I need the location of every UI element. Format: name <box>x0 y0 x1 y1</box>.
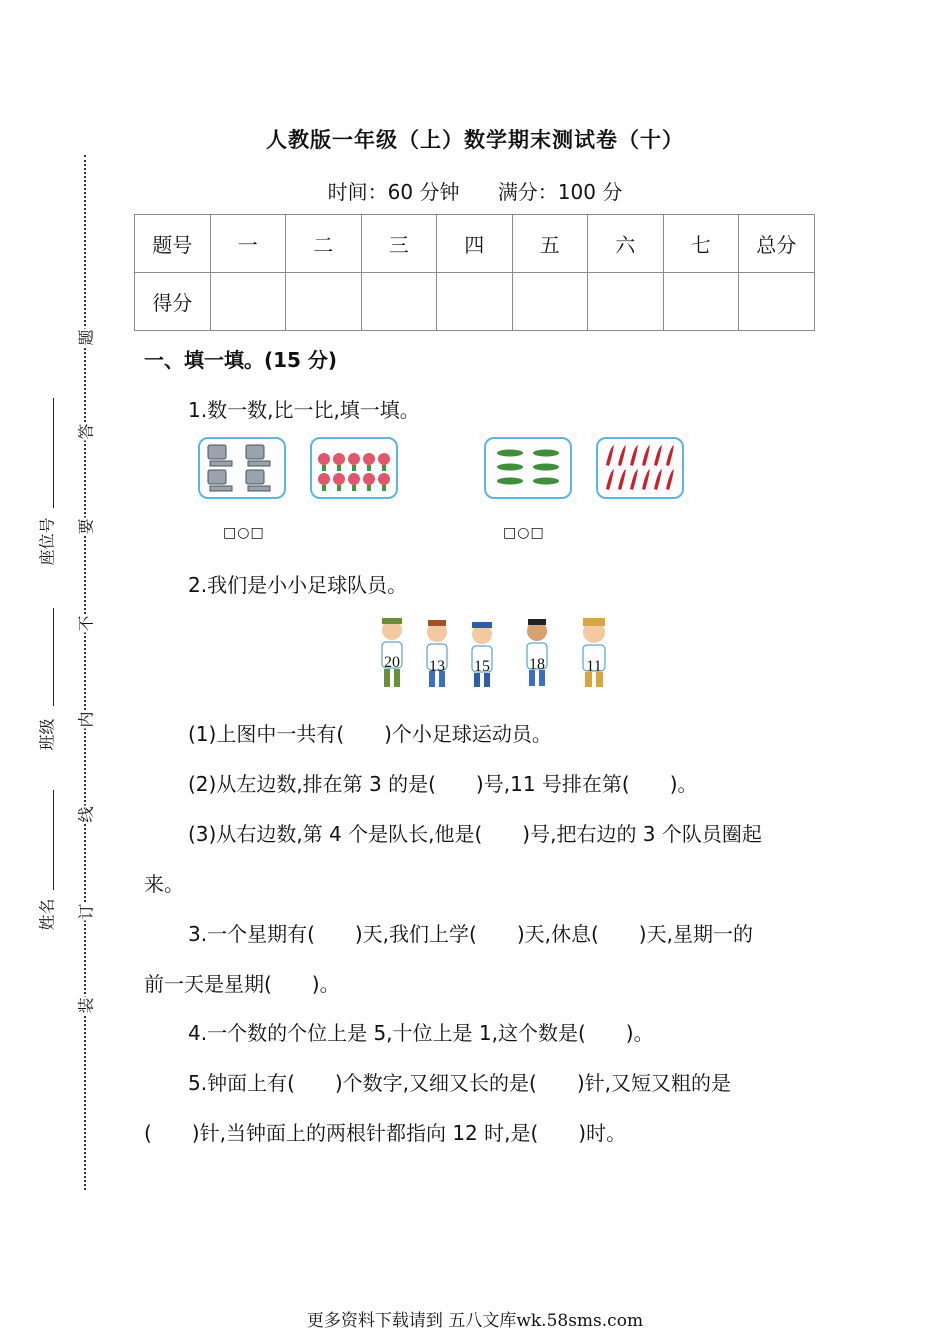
pepper-icon <box>598 439 682 497</box>
footer-watermark: 更多资料下载请到 五八文库wk.58sms.com <box>306 1311 644 1331</box>
question-5: 5.钟面上有( )个数字,又细又长的是( )针,又短又粗的是 <box>188 1071 732 1095</box>
name-blank <box>53 790 54 890</box>
question-1: 1.数一数,比一比,填一填。 <box>188 398 420 422</box>
full-score: 满分：100 分 <box>497 180 623 204</box>
flowers-picture <box>310 437 398 499</box>
gutter-char: 题 <box>74 329 97 347</box>
gutter-char: 答 <box>74 423 97 441</box>
gutter-char: 订 <box>74 903 97 921</box>
header-cell: 六 <box>588 215 664 273</box>
question-5-continued: ( )针,当钟面上的两根针都指向 12 时,是( )时。 <box>144 1121 627 1145</box>
player-number: 18 <box>529 656 545 673</box>
question-2-1: (1)上图中一共有( )个小足球运动员。 <box>188 722 552 746</box>
header-cell: 五 <box>512 215 588 273</box>
header-cell: 七 <box>663 215 739 273</box>
class-label: 班级 <box>37 718 57 751</box>
computers-picture <box>198 437 286 499</box>
question-2-2: (2)从左边数,排在第 3 的是( )号,11 号排在第( )。 <box>188 772 698 796</box>
question-3: 3.一个星期有( )天,我们上学( )天,休息( )天,星期一的 <box>188 922 753 946</box>
gutter-char: 要 <box>74 518 97 536</box>
score-cell[interactable] <box>739 273 815 331</box>
player-number: 13 <box>429 658 445 675</box>
player-number: 11 <box>586 658 602 675</box>
table-row <box>135 215 815 273</box>
header-cell: 二 <box>286 215 362 273</box>
question-2-3: (3)从右边数,第 4 个是队长,他是( )号,把右边的 3 个队员圈起 <box>188 822 762 846</box>
compare-box-left[interactable]: □○□ <box>223 525 265 541</box>
gutter-char: 内 <box>74 711 97 729</box>
peppers-picture <box>596 437 684 499</box>
seat-number-label: 座位号 <box>37 517 57 566</box>
score-cell[interactable] <box>210 273 286 331</box>
score-cell[interactable] <box>437 273 513 331</box>
player-figure <box>472 622 492 687</box>
player-figure <box>382 618 402 687</box>
question-4: 4.一个数的个位上是 5,十位上是 1,这个数是( )。 <box>188 1021 654 1045</box>
score-cell[interactable] <box>663 273 739 331</box>
soccer-players-picture <box>372 614 622 694</box>
time-limit: 时间：60 分钟 <box>327 180 460 204</box>
cucumber-icon <box>486 439 570 497</box>
gutter-char: 装 <box>74 997 97 1015</box>
exam-info <box>0 176 950 205</box>
player-number: 15 <box>474 658 490 675</box>
score-cell[interactable] <box>512 273 588 331</box>
header-cell: 三 <box>361 215 437 273</box>
name-label: 姓名 <box>37 898 57 931</box>
gutter-char: 不 <box>74 615 97 633</box>
compare-box-right[interactable]: □○□ <box>503 525 545 541</box>
player-number: 20 <box>384 654 400 671</box>
score-cell[interactable] <box>286 273 362 331</box>
row-label-cell: 得分 <box>135 273 211 331</box>
section-heading: 一、填一填。(15 分) <box>144 348 338 372</box>
score-cell[interactable] <box>361 273 437 331</box>
table-row <box>135 273 815 331</box>
player-figure <box>583 618 605 687</box>
score-table <box>134 214 815 331</box>
flower-icon <box>312 439 396 497</box>
player-figure <box>427 620 447 687</box>
header-cell: 一 <box>210 215 286 273</box>
seat-number-blank <box>53 398 54 508</box>
header-cell: 四 <box>437 215 513 273</box>
question-2-3-continued: 来。 <box>144 872 184 896</box>
header-cell: 总分 <box>739 215 815 273</box>
gutter-char: 线 <box>74 806 97 824</box>
binding-dotted-line <box>84 155 86 1190</box>
score-cell[interactable] <box>588 273 664 331</box>
page-title: 人教版一年级（上）数学期末测试卷（十） <box>266 128 684 152</box>
cucumbers-picture <box>484 437 572 499</box>
header-cell: 题号 <box>135 215 211 273</box>
player-figure <box>527 619 547 686</box>
class-blank <box>53 608 54 706</box>
question-3-continued: 前一天是星期( )。 <box>144 972 340 996</box>
computer-icon <box>200 439 284 497</box>
question-2: 2.我们是小小足球队员。 <box>188 573 408 597</box>
